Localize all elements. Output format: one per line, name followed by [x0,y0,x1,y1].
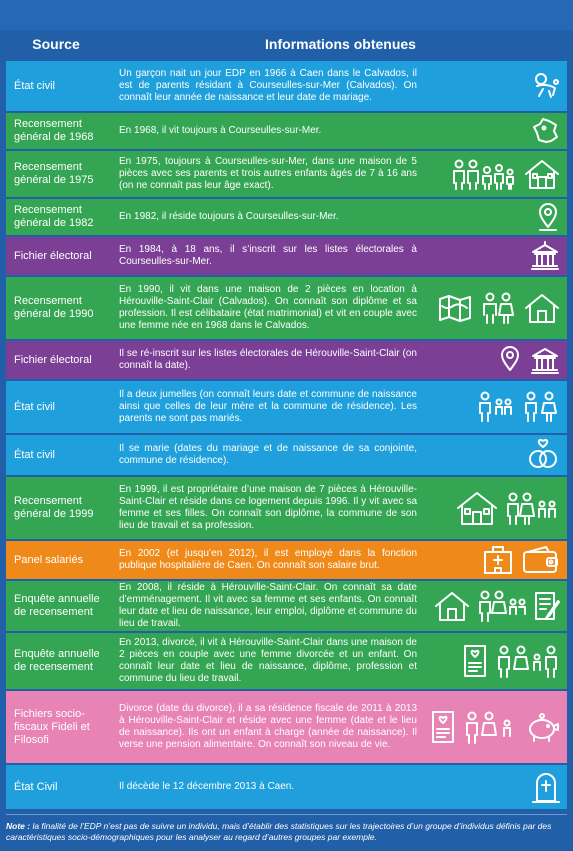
couple-icon [479,291,517,325]
family-icon [451,157,517,191]
row-source: Fichiers socio-fiscaux Fideli et Filosofi [14,707,90,746]
row-icons [416,435,561,475]
table-row [6,199,567,235]
row-icons [416,151,561,197]
row-info: En 2008, il réside à Hérouville-Saint-Clair. On connaît sa date d’emménagement. Il vit avec sa femme et ses enfants. On connaît leur date et lieu de naissance, leur emploi, diplôme et commune du lieu de travail. [119,582,417,629]
row-source: Recensement général de 1990 [14,295,94,320]
divorce-certificate-icon [461,642,489,680]
hospital-icon [481,544,515,576]
table-row [6,151,567,197]
row-source: Enquête annuelle de recensement [14,593,100,618]
row-icons [416,477,561,539]
row-info: Il a deux jumelles (on connaît leurs date et commune de naissance ainsi que celles de leur mère et la commune de résidence). Les parents ne sont pas mariés. [119,389,417,424]
table-row [6,691,567,763]
row-icons [416,765,561,809]
table-row [6,633,567,689]
form-icon [533,589,561,623]
table-header [0,30,573,59]
table-row [6,237,567,275]
row-info: En 2013, divorcé, il vit à Hérouville-Saint-Clair dans une maison de 2 pièces en couple avec une femme divorcée et un enfant. On connaît leur date et lieu de naissance, diplôme, profession et commune du lieu de travail. [119,637,417,684]
baby-icon [531,71,561,101]
row-source: Enquête annuelle de recensement [14,648,100,673]
family-icon [463,709,519,745]
row-info: En 1975, toujours à Courseulles-sur-Mer, dans une maison de 5 pièces avec ses parents et trois autres enfants âgés de 7 à 16 ans (on ne connaît pas leur âge exact). [119,156,417,191]
header-source: Source [32,36,80,52]
row-icons [416,541,561,579]
row-icons [416,341,561,379]
table-row [6,435,567,475]
row-source: Recensement général de 1975 [14,161,94,186]
table-row [6,113,567,149]
header-info: Informations obtenues [265,36,416,52]
top-strip [0,0,573,30]
tombstone-icon [531,769,561,805]
row-source: Recensement général de 1982 [14,204,94,229]
piggy-bank-icon [525,711,561,743]
row-source: Recensement général de 1968 [14,118,94,143]
family-icon [475,390,515,424]
map-icon [437,292,473,324]
divorce-certificate-icon [429,708,457,746]
wallet-icon [521,544,561,576]
family-icon [505,490,561,526]
row-info: En 1990, il vit dans une maison de 2 pièces en location à Hérouville-Saint-Clair (Calvados). On connaît son diplôme et sa profession. Il est célibataire (état matrimonial) et vit en couple avec une femme née en 1968 dans le Calvados. [119,284,417,331]
row-info: Il se ré-inscrit sur les listes électorales de Hérouville-Saint-Clair (on connaît la date). [119,348,417,371]
note-text: la finalité de l’EDP n’est pas de suivre un individu, mais d’établir des statistiques sur les trajectoires d’un groupe d’individus définis par des caractéristiques socio-démographiques pour les analyser au regard d’autres groupes par exemple. [6,821,552,842]
house-icon [455,489,499,527]
location-pin-icon [535,201,561,233]
family-icon [477,589,527,623]
family-icon [495,643,561,679]
table-row [6,765,567,809]
row-info: Un garçon nait un jour EDP en 1966 à Caen dans le Calvados, il est de parents résidant à Courseulles-sur-Mer (Calvados). On connaît leur année de naissance et leur date de mariage. [119,68,417,103]
table-row [6,581,567,631]
table-row [6,277,567,339]
house-icon [523,157,561,191]
row-icons [416,581,561,631]
row-icons [416,237,561,275]
row-icons [416,691,561,763]
row-source: État Civil [14,780,58,793]
row-source: Recensement général de 1999 [14,495,94,520]
location-pin-icon [497,344,523,376]
row-info: Divorce (date du divorce), il a sa résidence fiscale de 2011 à 2013 à Hérouville-Saint-Clair et réside avec une femme (date et le lieu de naissance). Ils ont un enfant à charge (année de naissance). Il verse une pension alimentaire. On connaît son niveau de vie. [119,703,417,750]
note-label: Note : [6,821,31,831]
house-icon [433,589,471,623]
row-icons [416,277,561,339]
row-source: État civil [14,79,55,92]
row-info: Il décède le 12 décembre 2013 à Caen. [119,781,295,792]
town-hall-icon [529,241,561,271]
row-info: En 1999, il est propriétaire d’une maison de 7 pièces à Hérouville-Saint-Clair et réside dans ce logement depuis 1996. Il y vit avec sa femme et ses filles. On connaît son diplôme, la commune de son lieu de travail et sa profession. [119,484,417,531]
row-source: État civil [14,400,55,413]
town-hall-icon [529,345,561,375]
table-row [6,61,567,111]
row-info: En 1968, il vit toujours à Courseulles-sur-Mer. [119,125,322,136]
table-row [6,541,567,579]
france-map-icon [531,116,561,146]
table-row [6,477,567,539]
row-icons [416,633,561,689]
row-info: En 1982, il réside toujours à Courseulles-sur-Mer. [119,211,339,222]
row-info: En 2002 (et jusqu’en 2012), il est employé dans la fonction publique hospitalière de Caen. On connaît son salaire brut. [119,548,417,571]
wedding-rings-icon [525,438,561,472]
row-icons [416,113,561,149]
footnote [6,814,567,843]
house-icon [523,291,561,325]
row-icons [416,199,561,235]
row-info: En 1984, à 18 ans, il s’inscrit sur les listes électorales à Courseulles-sur-Mer. [119,244,417,267]
row-icons [416,381,561,433]
row-source: État civil [14,448,55,461]
row-source: Fichier électoral [14,353,92,366]
row-source: Fichier électoral [14,249,92,262]
table-row [6,381,567,433]
family-icon [521,390,561,424]
row-source: Panel salariés [14,553,84,566]
row-icons [416,61,561,111]
table-row [6,341,567,379]
row-info: Il se marie (dates du mariage et de naissance de sa conjointe, commune de résidence). [119,443,417,466]
